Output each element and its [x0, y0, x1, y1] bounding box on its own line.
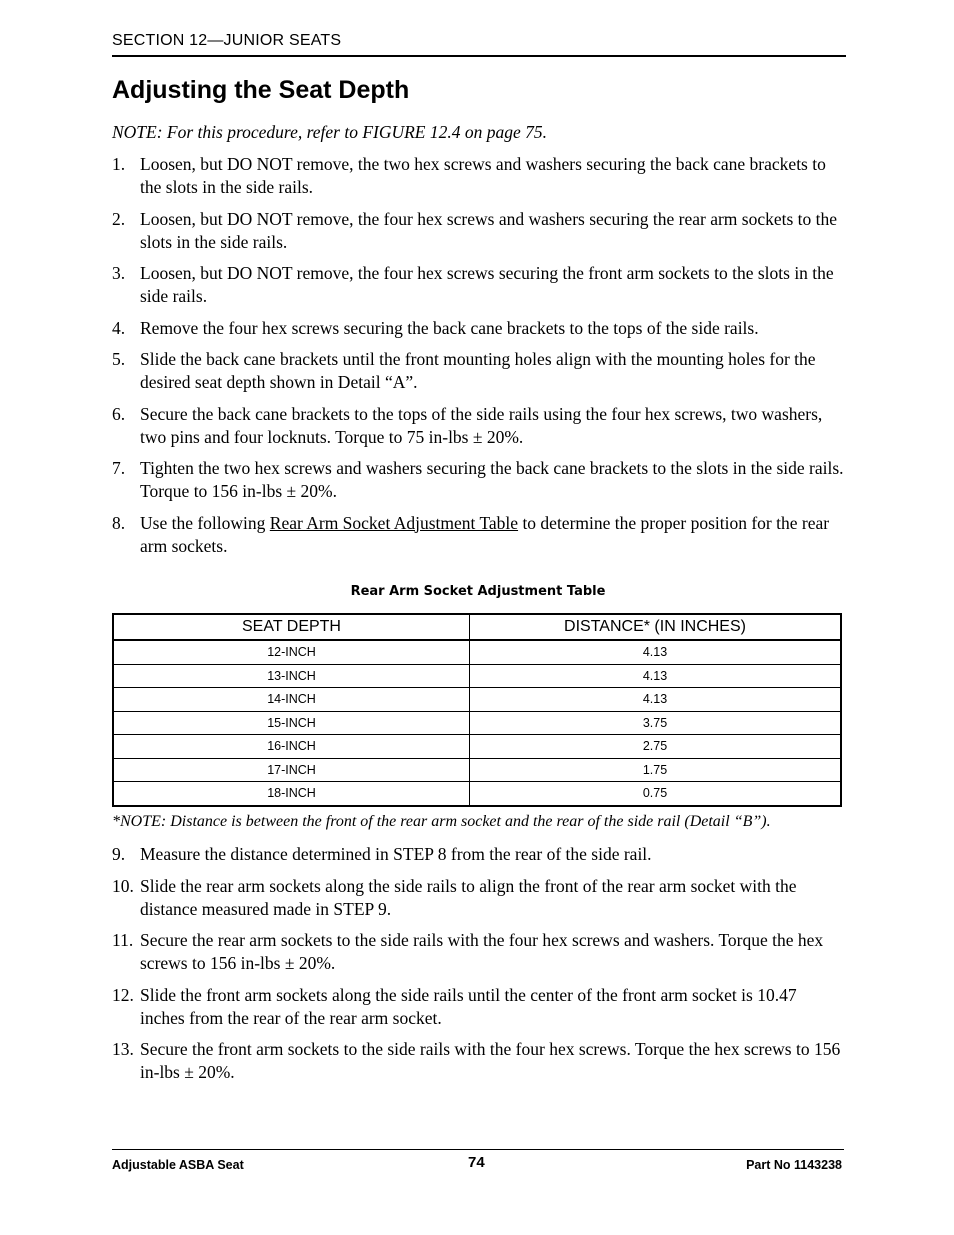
rear-arm-socket-adjustment-table — [112, 613, 842, 807]
step-number: 7. — [112, 458, 126, 478]
step-1 — [112, 153, 844, 199]
step-number: 1. — [112, 154, 126, 174]
step-8 — [112, 512, 844, 558]
step-text-after: to determine the proper position for the rear arm sockets. — [140, 512, 830, 556]
step-number: 12. — [112, 984, 134, 1005]
seat-depth-cell: 18-INCH — [113, 782, 470, 806]
table-caption: Rear Arm Socket Adjustment Table — [350, 584, 606, 599]
footer-part-number: Part No 1143238 — [746, 1158, 842, 1172]
seat-depth-cell: 14-INCH — [113, 688, 470, 712]
seat-depth-cell: 16-INCH — [113, 735, 470, 759]
seat-depth-cell: 13-INCH — [113, 664, 470, 688]
step-2 — [112, 208, 844, 254]
step-9 — [112, 843, 844, 866]
step-number: 13. — [112, 1039, 134, 1059]
step-number: 2. — [112, 208, 126, 229]
table-row — [113, 735, 841, 759]
table-reference-link[interactable]: Rear Arm Socket Adjustment Table — [269, 512, 519, 533]
step-text-before: Use the following — [140, 512, 270, 533]
column-header-seat-depth: SEAT DEPTH — [113, 614, 470, 640]
page-number: 74 — [468, 1154, 485, 1171]
distance-cell: 0.75 — [470, 782, 842, 806]
step-text: Measure the distance determined in STEP 8 from the rear of the side rail. — [140, 844, 652, 864]
table-row — [113, 664, 841, 688]
seat-depth-cell: 12-INCH — [113, 640, 470, 664]
step-text: Secure the back cane brackets to the tops of the side rails using the four hex screws, two washers, two pins and four locknuts. Torque to 75 in-lbs ± 20%. — [140, 403, 823, 447]
step-number: 10. — [112, 875, 134, 896]
distance-cell: 3.75 — [470, 711, 842, 735]
step-text: Remove the four hex screws securing the back cane brackets to the tops of the side rails. — [140, 317, 759, 338]
table-row — [113, 711, 841, 735]
table-row — [113, 758, 841, 782]
footer-rule — [112, 1149, 844, 1150]
footer-document-title: Adjustable ASBA Seat — [112, 1158, 244, 1172]
column-header-distance: DISTANCE* (IN INCHES) — [470, 614, 842, 640]
step-12 — [112, 984, 844, 1030]
step-text: Loosen, but DO NOT remove, the four hex screws securing the front arm sockets to the slots in the side rails. — [140, 263, 834, 306]
step-7 — [112, 457, 844, 503]
step-number: 3. — [112, 263, 126, 283]
section-header: SECTION 12—JUNIOR SEATS — [112, 32, 342, 49]
page-title: Adjusting the Seat Depth — [112, 76, 410, 104]
step-text: Secure the rear arm sockets to the side rails with the four hex screws and washers. Torque the hex screws to 156 in-lbs ± 20%. — [140, 930, 824, 973]
table-row — [113, 688, 841, 712]
header-rule — [112, 55, 846, 57]
step-number: 11. — [112, 930, 134, 950]
distance-cell: 4.13 — [470, 640, 842, 664]
step-number: 6. — [112, 403, 126, 424]
step-text: Secure the front arm sockets to the side rails with the four hex screws. Torque the hex screws to 156 in-lbs ± 20%. — [140, 1039, 841, 1082]
distance-cell: 1.75 — [470, 758, 842, 782]
table-header-row — [113, 614, 841, 640]
step-number: 5. — [112, 349, 126, 369]
steps-list-part-1 — [112, 153, 844, 566]
distance-cell: 4.13 — [470, 688, 842, 712]
table-footnote: *NOTE: Distance is between the front of the rear arm socket and the rear of the side rail (Detail “B”). — [112, 813, 771, 830]
step-number: 9. — [112, 844, 126, 864]
step-number: 8. — [112, 512, 126, 533]
step-10 — [112, 875, 844, 921]
step-text: Slide the back cane brackets until the front mounting holes align with the mounting holes for the desired seat depth shown in Detail “A”. — [140, 349, 816, 392]
distance-cell: 4.13 — [470, 664, 842, 688]
steps-list-part-2 — [112, 843, 844, 1093]
step-11 — [112, 929, 844, 975]
step-3 — [112, 262, 844, 308]
distance-cell: 2.75 — [470, 735, 842, 759]
table-row — [113, 640, 841, 664]
seat-depth-cell: 17-INCH — [113, 758, 470, 782]
step-5 — [112, 348, 844, 394]
step-text: Slide the rear arm sockets along the side rails to align the front of the rear arm socket with the distance measured made in STEP 9. — [140, 875, 797, 919]
seat-depth-cell: 15-INCH — [113, 711, 470, 735]
step-6 — [112, 403, 844, 449]
step-number: 4. — [112, 317, 126, 338]
step-text: Loosen, but DO NOT remove, the two hex screws and washers securing the back cane brackets to the slots in the side rails. — [140, 154, 826, 197]
step-text: Loosen, but DO NOT remove, the four hex screws and washers securing the rear arm sockets to the slots in the side rails. — [140, 208, 838, 252]
step-13 — [112, 1038, 844, 1084]
step-text: Tighten the two hex screws and washers securing the back cane brackets to the slots in the side rails. Torque to 156 in-lbs ± 20%. — [140, 458, 844, 501]
step-text: Slide the front arm sockets along the side rails until the center of the front arm socket is 10.47 inches from the rear of the rear arm socket. — [140, 984, 797, 1028]
table-row — [113, 782, 841, 806]
procedure-note: NOTE: For this procedure, refer to FIGURE 12.4 on page 75. — [112, 122, 548, 142]
step-4 — [112, 317, 844, 340]
